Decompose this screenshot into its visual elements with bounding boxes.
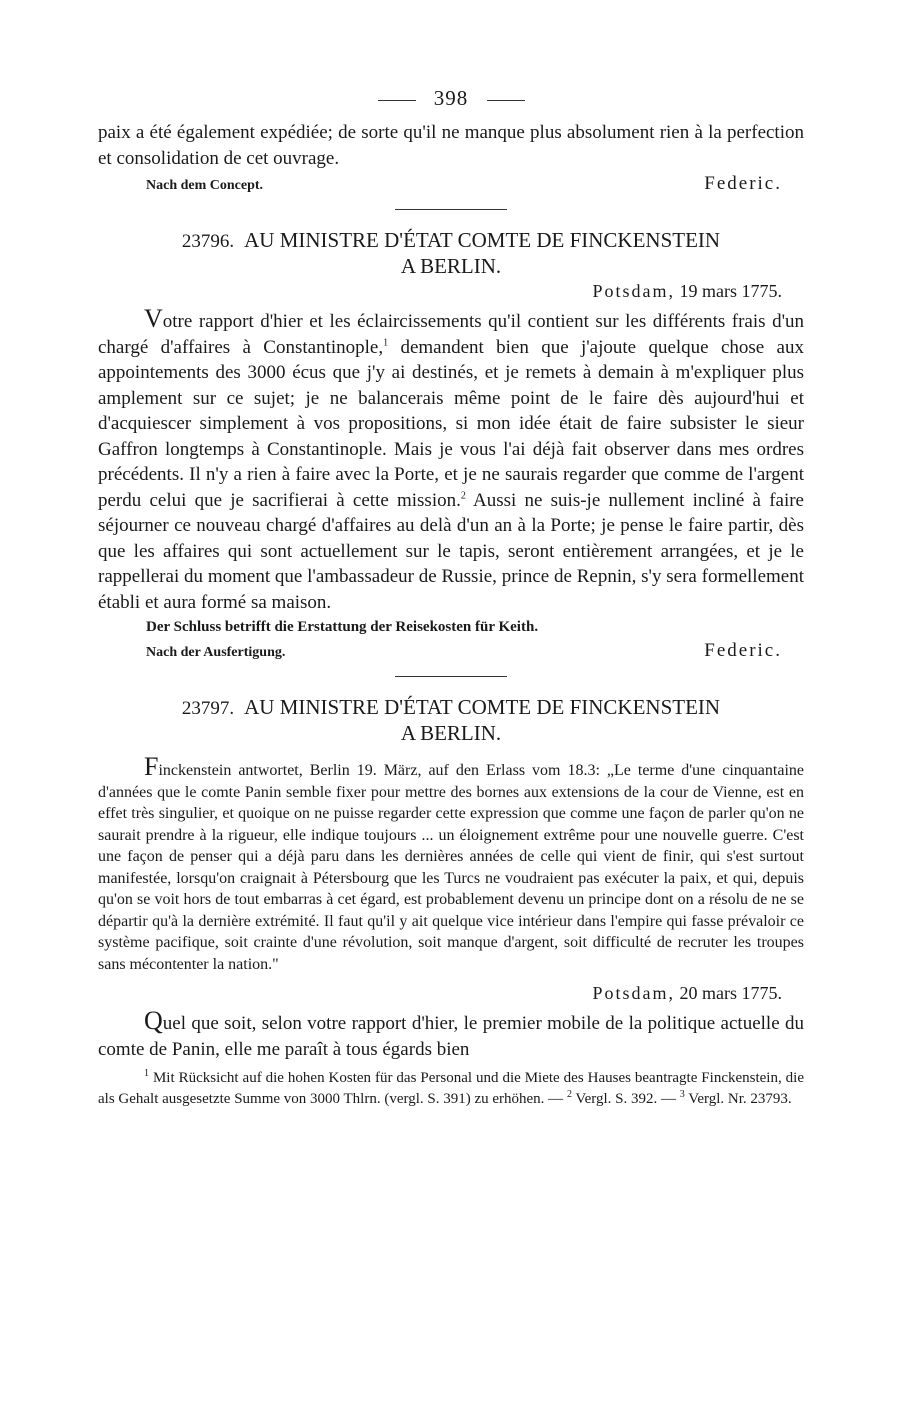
drop-cap: Q [144, 1006, 163, 1035]
drop-cap: V [144, 304, 163, 333]
section-divider [395, 209, 507, 210]
footnote-ref: 1 [383, 337, 389, 349]
footnote-marker: 3 [679, 1089, 685, 1100]
signature: Federic. [704, 173, 782, 194]
footnote-1: Mit Rücksicht auf die hohen Kosten für das Personal und die Miete des Hauses beantragte Finckenstein, die als Gehalt ausgesetzte Summe von 3000 Thlrn. (vergl. S. 391) zu erhöhen. — [98, 1070, 804, 1107]
report-summary: Finckenstein antwortet, Berlin 19. März, auf den Erlass vom 18.3: „Le terme d'une cinquantaine d'années que le comte Panin semble fixer pour mettre des bornes aux extensions de la cour de Vienne, est en effet très singulier, et quoique on ne puisse regarder cette expression que comme une façon de parler qu'on ne saurait prendre à la rigueur, elle indique toujours ... un éloignement extrême pour une nouvelle guerre. C'est une façon de penser qui a déjà paru dans les dernières années de celle qui vient de finir, qui s'est surtout manifestée, lorsqu'on craignait à Pétersbourg que les Turcs ne voudraient pas exécuter la paix, et qui, depuis qu'on se voit hors de tout embarras à cet égard, est probablement devenu un principe dont on a résolu de ne se départir qu'à la dernière extrémité. Il faut qu'il y ait quelque vice intérieur dans l'empire qui fasse prévaloir ce système pacifique, soit crainte d'une révolution, soit manque d'argent, soit difficulté de recruter les troupes sans mécontenter la nation." [98, 752, 804, 973]
footnotes [98, 1068, 804, 1110]
letter-heading [98, 228, 804, 279]
letter-number: 23797. [181, 698, 235, 719]
footnote-2: Vergl. S. 392. — [571, 1091, 680, 1107]
closing-note: Der Schluss betrifft die Erstattung der Reisekosten für Keith. [146, 619, 539, 635]
header-dash-right [487, 100, 525, 101]
letter-recipient: AU MINISTRE D'ÉTAT COMTE DE FINCKENSTEIN [244, 228, 721, 252]
letter-place-date [98, 983, 804, 1004]
continuation-closing [98, 173, 804, 195]
letter-date: 19 mars 1775. [679, 281, 782, 301]
header-dash-left [378, 100, 416, 101]
letter-recipient-city: A BERLIN. [400, 721, 502, 745]
letter-body: Votre rapport d'hier et les éclaircissements qu'il contient sur les différents frais d'un chargé d'affaires à Constantinople,$^1$ demandent bien que j'ajoute quelque chose aux appointements des 3000 écus que j'y ai destinés, et je remets à demain à m'expliquer plus amplement sur ce sujet; je ne balancerais même point de le faire dès aujourd'hui et d'acquiescer simplement à vos propositions, si mon idée était de faire subsister le sieur Gaffron longtemps à Constantinople. Mais je vous l'ai déjà fait observer dans mes ordres précédents. Il n'y a rien à faire avec la Porte, et je ne saurais regarder que comme de l'argent perdu celui que je sacrifierai à cette mission.$^2$ Aussi ne suis-je nullement incliné à faire séjourner ce nouveau chargé d'affaires au delà d'un an à la Porte; je pense le faire partir, dès que les affaires qui sont actuellement sur le tapis, seront entièrement arrangées, et je le rappellerai du moment que l'ambassadeur de Russie, prince de Repnin, s'y sera formellement établi et aura formé sa maison. [98, 304, 804, 613]
footnote-3: Vergl. Nr. 23793. [684, 1091, 792, 1107]
letter-place: Potsdam, [592, 983, 675, 1003]
letter-recipient-city: A BERLIN. [400, 254, 502, 278]
letter-heading [98, 695, 804, 746]
footnote-marker: 1 [144, 1068, 149, 1079]
letter-place-date [98, 281, 804, 302]
footnote-ref: 2 [460, 490, 466, 502]
page-header [98, 86, 804, 120]
letter-date: 20 mars 1775. [679, 983, 782, 1003]
source-note: Nach der Ausfertigung. [146, 645, 286, 660]
signature: Federic. [704, 640, 782, 661]
continuation-text: paix a été également expédiée; de sorte qu'il ne manque plus absolument rien à la perfection et consolidation de cet ouvrage. [98, 122, 804, 169]
letter-recipient: AU MINISTRE D'ÉTAT COMTE DE FINCKENSTEIN [244, 695, 721, 719]
drop-cap: F [144, 752, 159, 781]
source-note: Nach dem Concept. [146, 178, 264, 193]
letter-closing [98, 640, 804, 662]
page-number: 398 [433, 86, 469, 110]
section-divider [395, 676, 507, 677]
book-page [98, 86, 804, 1110]
letter-number: 23796. [181, 231, 235, 252]
footnote-marker: 2 [566, 1089, 572, 1100]
letter-body: Quel que soit, selon votre rapport d'hier, le premier mobile de la politique actuelle du comte de Panin, elle me paraît à tous égards bien [98, 1006, 804, 1060]
letter-place: Potsdam, [592, 281, 675, 301]
